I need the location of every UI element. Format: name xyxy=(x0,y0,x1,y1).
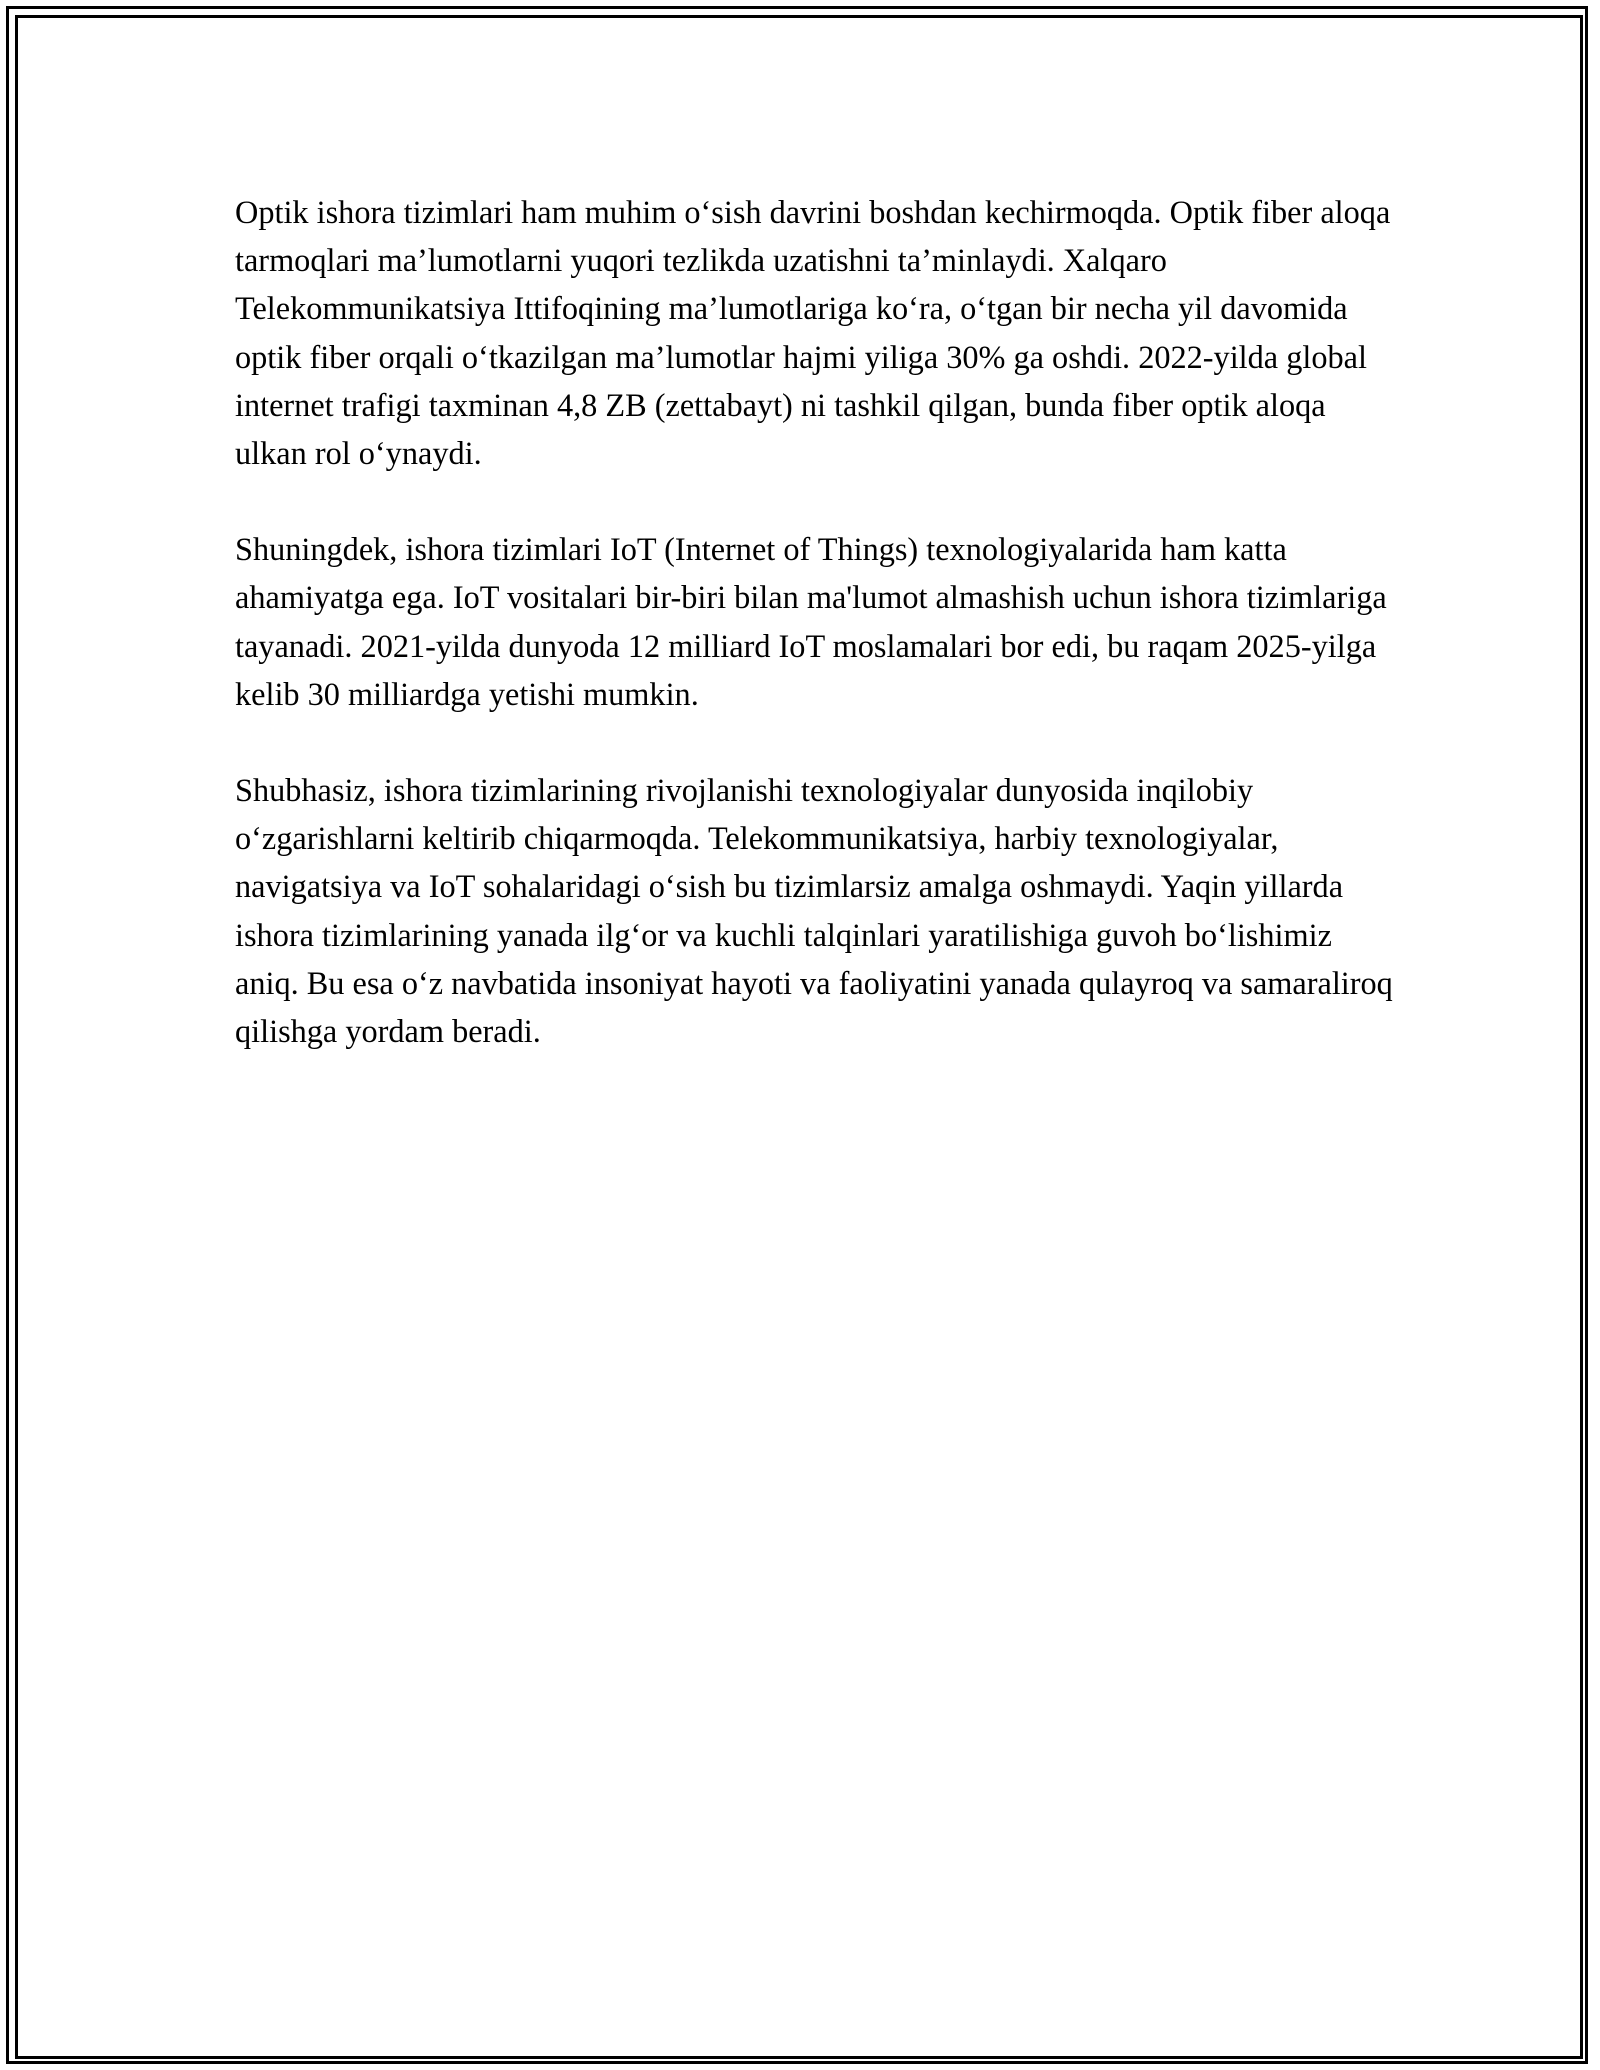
paragraph-conclusion: Shubhasiz, ishora tizimlarining rivojlanishi texnologiyalar dunyosida inqilobiy o‘zgarishlarni keltirib chiqarmoqda. Telekommunikatsiya, harbiy texnologiyalar, navigatsiya va IoT sohalaridagi o‘sish bu tizimlarsiz amalga oshmaydi. Yaqin yillarda ishora tizimlarining yanada ilg‘or va kuchli talqinlari yaratilishiga guvoh bo‘lishimiz aniq. Bu esa o‘z navbatida insoniyat hayoti va faoliyatini yanada qulayroq va samaraliroq qilishga yordam beradi. xyxy=(235,772,1393,1050)
paragraph-optical-signal-systems: Optik ishora tizimlari ham muhim o‘sish davrini boshdan kechirmoqda. Optik fiber aloqa tarmoqlari ma’lumotlarni yuqori tezlikda uzatishni ta’minlaydi. Xalqaro Telekommunikatsiya Ittifoqining ma’lumotlariga ko‘ra, o‘tgan bir necha yil davomida optik fiber orqali o‘tkazilgan ma’lumotlar hajmi yiliga 30% ga oshdi. 2022-yilda global internet trafigi taxminan 4,8 ZB (zettabayt) ni tashkil qilgan, bunda fiber optik aloqa ulkan rol o‘ynaydi. xyxy=(235,194,1391,472)
document-body xyxy=(235,188,1395,1103)
paragraph-iot-signal-systems: Shuningdek, ishora tizimlari IoT (Internet of Things) texnologiyalarida ham katta ahamiyatga ega. IoT vositalari bir-biri bilan ma'lumot almashish uchun ishora tizimlariga tayanadi. 2021-yilda dunyoda 12 milliard IoT moslamalari bor edi, bu raqam 2025-yilga kelib 30 milliardga yetishi mumkin. xyxy=(235,531,1387,712)
